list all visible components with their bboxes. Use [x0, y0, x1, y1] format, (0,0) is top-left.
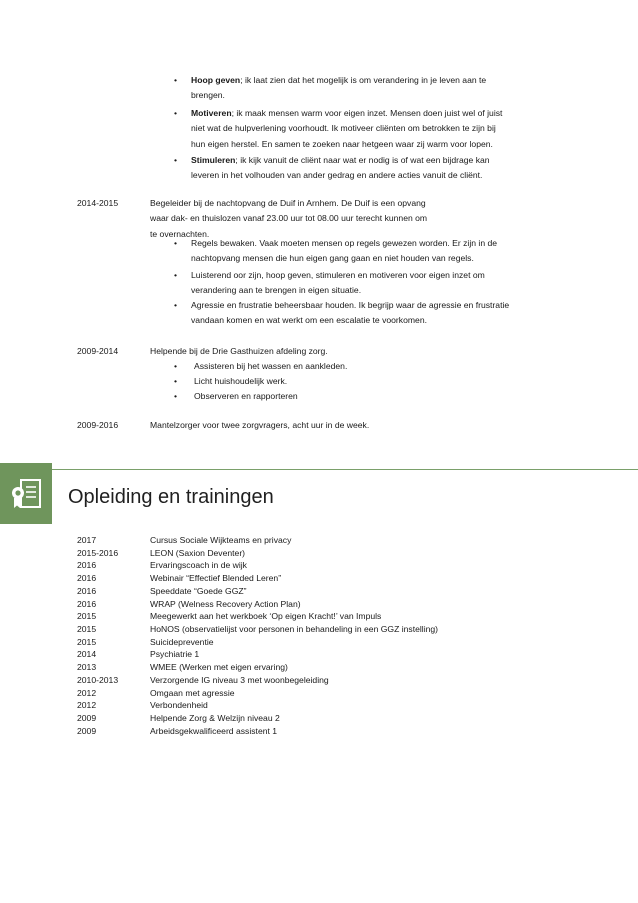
bullet-text: hun eigen herstel. En samen te zoeken naar hetgeen waar zij warm voor lopen.	[191, 138, 493, 149]
bullet-bold: Stimuleren	[191, 155, 236, 165]
bullet-dot: •	[174, 300, 178, 310]
training-year: 2010-2013	[77, 674, 119, 685]
bullet-dot: •	[174, 376, 178, 386]
bullet-text: Luisterend oor zijn, hoop geven, stimuleren en motiveren voor eigen inzet om	[191, 270, 485, 280]
training-year: 2016	[77, 573, 97, 584]
training-name: Arbeidsgekwalificeerd assistent 1	[150, 725, 278, 736]
bullet-text: nachtopvang mensen die hun eigen gang gaan en niet houden van regels.	[191, 253, 474, 264]
bullet-text: Assisteren bij het wassen en aankleden.	[194, 361, 348, 371]
bullet-text: ; ik maak mensen warm voor eigen inzet. Mensen doen juist wel of juist	[231, 108, 503, 118]
training-year: 2015	[77, 624, 97, 635]
bullet-dot: •	[174, 361, 178, 371]
bullet-dot: •	[174, 108, 178, 118]
training-year: 2012	[77, 700, 97, 711]
bullet-text: leveren in het volhouden van ander gedrag en andere acties vanuit de cliënt.	[191, 170, 483, 181]
training-name: Verzorgende IG niveau 3 met woonbegeleiding	[150, 674, 329, 685]
bullet-text: Agressie en frustratie beheersbaar houden. Ik begrijp waar de agressie en frustratie	[191, 300, 510, 310]
training-year: 2012	[77, 687, 97, 698]
training-name: HoNOS (observatielijst voor personen in behandeling in een GGZ instelling)	[150, 624, 439, 635]
bullet-dot: •	[174, 270, 178, 280]
bullet-text: brengen.	[191, 90, 225, 101]
section-divider	[0, 469, 638, 470]
training-name: Verbondenheid	[150, 700, 208, 711]
section-title: Opleiding en trainingen	[68, 486, 274, 508]
bullet-bold: Motiveren	[191, 108, 232, 118]
bullet-text: ; ik kijk vanuit de cliënt naar wat er nodig is of wat een bijdrage kan	[235, 155, 490, 165]
bullet-bold: Hoop geven	[191, 75, 241, 85]
bullet-text: Licht huishoudelijk werk.	[194, 376, 288, 386]
bullet-dot: •	[174, 75, 178, 85]
training-year: 2009	[77, 725, 97, 736]
training-name: Omgaan met agressie	[150, 687, 235, 698]
training-year: 2016	[77, 598, 97, 609]
training-name: WMEE (Werken met eigen ervaring)	[150, 662, 288, 673]
experience-years: 2009-2016	[77, 420, 119, 430]
training-year: 2016	[77, 585, 97, 596]
training-name: Speeddate “Goede GGZ”	[150, 585, 247, 596]
description-line: waar dak- en thuislozen vanaf 23.00 uur tot 08.00 uur terecht kunnen om	[150, 213, 428, 224]
training-name: WRAP (Welness Recovery Action Plan)	[150, 598, 301, 609]
bullet-text: niet wat de hulpverlening voorhoudt. Ik motiveer cliënten om betrokken te zijn bij	[191, 123, 496, 134]
training-year: 2015	[77, 636, 97, 647]
training-name: Meegewerkt aan het werkboek ‘Op eigen Kracht!’ van Impuls	[150, 611, 382, 622]
experience-years: 2014-2015	[77, 198, 119, 208]
training-year: 2015	[77, 611, 97, 622]
experience-years: 2009-2014	[77, 346, 119, 356]
bullet-text: Regels bewaken. Vaak moeten mensen op regels gewezen worden. Er zijn in de	[191, 238, 498, 248]
description-line: Begeleider bij de nachtopvang de Duif in Arnhem. De Duif is een opvang	[150, 198, 426, 208]
training-year: 2014	[77, 649, 97, 660]
training-year: 2013	[77, 662, 97, 673]
training-year: 2015-2016	[77, 547, 119, 558]
certificate-icon	[0, 463, 52, 524]
training-year: 2017	[77, 535, 97, 545]
training-name: Helpende Zorg & Welzijn niveau 2	[150, 713, 280, 724]
bullet-text: Observeren en rapporteren	[194, 391, 298, 401]
bullet-text: vandaan komen en wat werkt om een escalatie te voorkomen.	[191, 315, 427, 326]
bullet-dot: •	[174, 155, 178, 165]
description-line: te overnachten.	[150, 228, 210, 239]
training-year: 2016	[77, 560, 97, 571]
bullet-dot: •	[174, 238, 178, 248]
training-name: Psychiatrie 1	[150, 649, 200, 660]
training-name: Suicidepreventie	[150, 636, 214, 647]
bullet-text: ; ik laat zien dat het mogelijk is om verandering in je leven aan te	[240, 75, 487, 85]
training-name: Cursus Sociale Wijkteams en privacy	[150, 535, 292, 545]
bullet-dot: •	[174, 391, 178, 401]
training-name: LEON (Saxion Deventer)	[150, 547, 246, 558]
bullet-text: verandering aan te brengen in eigen situatie.	[191, 285, 362, 296]
training-year: 2009	[77, 713, 97, 724]
training-name: Ervaringscoach in de wijk	[150, 560, 247, 571]
experience-description: Mantelzorger voor twee zorgvragers, acht uur in de week.	[150, 420, 370, 430]
training-name: Webinair “Effectief Blended Leren”	[150, 573, 282, 584]
experience-description: Helpende bij de Drie Gasthuizen afdeling zorg.	[150, 346, 328, 356]
